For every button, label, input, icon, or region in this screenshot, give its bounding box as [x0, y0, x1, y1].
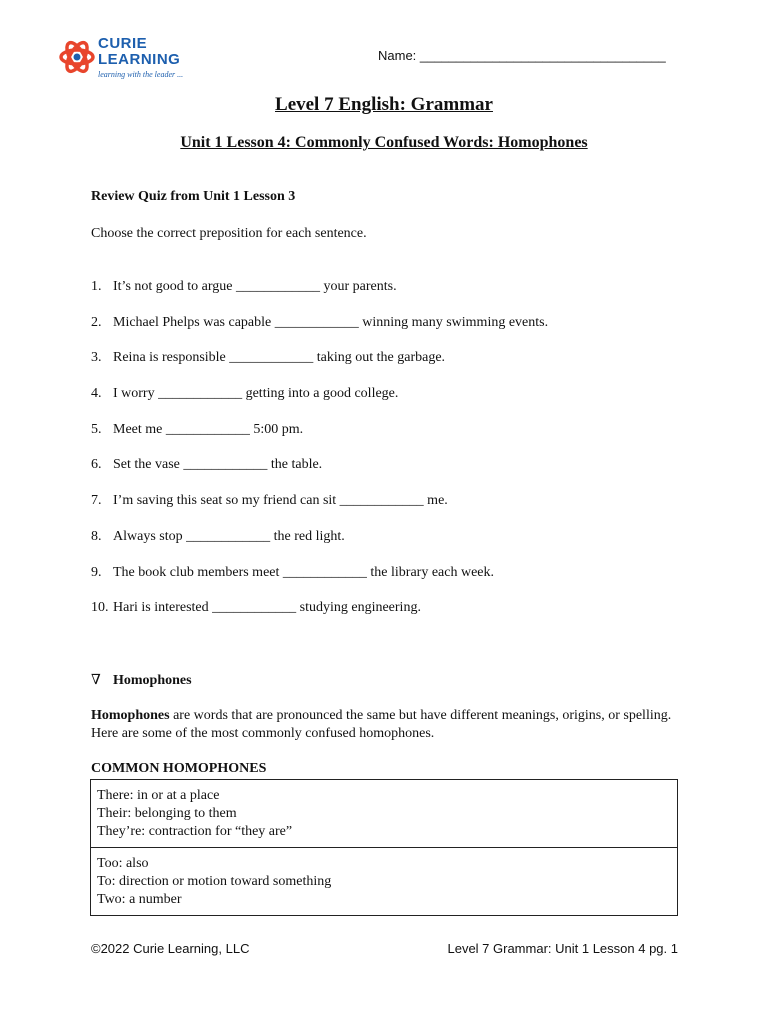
question-number: 3. — [91, 350, 102, 365]
quiz-question — [91, 279, 397, 295]
page-title: Level 7 English: Grammar — [275, 94, 493, 115]
logo-wordmark-line1: CURIE — [98, 35, 148, 52]
common-homophones-heading: COMMON HOMOPHONES — [91, 761, 267, 776]
homophone-entry: To: direction or motion toward something — [97, 874, 332, 889]
homophones-heading-text: Homophones — [113, 673, 192, 688]
lesson-subtitle: Unit 1 Lesson 4: Commonly Confused Words: Homophones — [180, 134, 588, 151]
homophone-entry: Two: a number — [97, 892, 182, 907]
quiz-question — [91, 386, 398, 402]
question-number: 1. — [91, 279, 102, 294]
homophone-entry: There: in or at a place — [97, 788, 220, 803]
question-number: 2. — [91, 315, 102, 330]
quiz-question — [91, 600, 421, 616]
logo-wordmark-line2: LEARNING — [98, 51, 181, 68]
question-text: It’s not good to argue ____________ your parents. — [113, 279, 397, 294]
question-number: 8. — [91, 529, 102, 544]
footer-page-info: Level 7 Grammar: Unit 1 Lesson 4 pg. 1 — [447, 941, 678, 956]
homophones-heading — [91, 672, 192, 689]
quiz-question — [91, 493, 448, 509]
homophone-group — [91, 847, 677, 915]
quiz-question — [91, 350, 445, 366]
homophone-group — [91, 780, 677, 847]
question-text: Hari is interested ____________ studying engineering. — [113, 600, 421, 615]
definition-text: are words that are pronounced the same but have different meanings, origins, or spelling. Here are some of the most commonly confused homophones. — [91, 708, 672, 741]
question-text: Meet me ____________ 5:00 pm. — [113, 422, 304, 437]
homophone-entry: Their: belonging to them — [97, 806, 237, 821]
name-field-label: Name: __________________________________ — [378, 48, 666, 63]
definition-term: Homophones — [91, 708, 170, 723]
quiz-question — [91, 422, 303, 438]
question-number: 7. — [91, 493, 102, 508]
question-text: Reina is responsible ____________ taking out the garbage. — [113, 350, 446, 365]
homophone-entry: They’re: contraction for “they are” — [97, 824, 293, 839]
homophones-definition — [91, 707, 691, 743]
question-number: 4. — [91, 386, 102, 401]
question-number: 10. — [91, 600, 109, 615]
homophone-entry: Too: also — [97, 856, 149, 871]
triangle-bullet-icon: ∇ — [91, 673, 101, 688]
question-text: The book club members meet ____________ the library each week. — [113, 565, 494, 580]
question-number: 5. — [91, 422, 102, 437]
homophones-table — [90, 779, 678, 916]
logo-tagline: learning with the leader ... — [98, 70, 184, 79]
footer-copyright: ©2022 Curie Learning, LLC — [91, 941, 250, 956]
question-text: Michael Phelps was capable ____________ winning many swimming events. — [113, 315, 549, 330]
atom-logo-icon — [58, 32, 96, 82]
question-text: I worry ____________ getting into a good college. — [113, 386, 399, 401]
question-text: I’m saving this seat so my friend can sit ____________ me. — [113, 493, 448, 508]
question-number: 9. — [91, 565, 102, 580]
review-quiz-heading: Review Quiz from Unit 1 Lesson 3 — [91, 189, 296, 204]
review-instruction: Choose the correct preposition for each sentence. — [91, 226, 367, 241]
quiz-question — [91, 315, 548, 331]
quiz-question — [91, 457, 322, 473]
curie-learning-logo — [58, 30, 198, 86]
question-number: 6. — [91, 457, 102, 472]
quiz-question — [91, 565, 494, 581]
question-text: Always stop ____________ the red light. — [113, 529, 345, 544]
quiz-question — [91, 529, 345, 545]
question-text: Set the vase ____________ the table. — [113, 457, 323, 472]
